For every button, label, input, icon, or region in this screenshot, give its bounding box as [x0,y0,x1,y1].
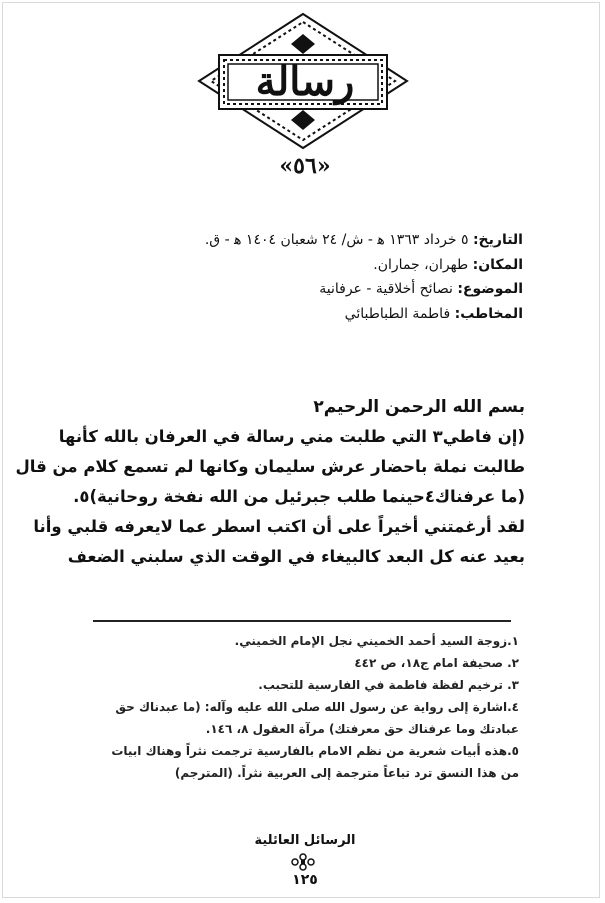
date-row [93,228,523,253]
topic-row [93,277,523,302]
addressee-value: فاطمة الطباطبائي [344,305,455,322]
footnote: ٣. ترخيم لفظة فاطمة في الفارسية للتحبب. [258,678,519,692]
place-value: طهران، جماران. [373,256,473,273]
letter-body [15,392,525,572]
footnote: ٤.اشارة إلى رواية عن رسول الله صلى الله عليه وآله: (ما عبدناك حق [115,700,519,714]
footnotes [99,630,519,784]
body-line: (إن فاطي٣ التي طلبت مني رسالة في العرفان بالله كأنها [58,427,525,446]
page-number: ١٢٥ [292,872,318,888]
topic-value: نصائح أخلاقية - عرفانية [319,281,458,297]
addressee-label: المخاطب: [454,305,523,322]
book-title: الرسائل العائلية [254,833,356,848]
footnote: ٢. صحيفة امام ج١٨، ص ٤٤٢ [354,656,519,670]
footnote-divider [93,620,511,622]
place-label: المكان: [472,256,523,273]
addressee-row [93,302,523,327]
place-row [93,253,523,278]
body-line: بعيد عنه كل البعد كالبيغاء في الوقت الذي سلبني الضعف [67,547,525,566]
flourish-ornament-icon [283,852,323,872]
footnote: ٥.هذه أبيات شعرية من نظم الامام بالفارسية ترجمت نثراً وهناك ابيات [111,744,519,758]
footnote: ١.زوجة السيد أحمد الخميني نجل الإمام الخميني. [234,634,519,648]
page-title: رسالة [255,58,355,105]
body-line: لقد أرغمتني أخيراً على أن اكتب اسطر عما لايعرفه قلبي وأنا [33,517,525,536]
letter-metadata [93,228,523,326]
footnote: من هذا النسق ترد تباعاً مترجمة إلى العربية نثراً. (المترجم) [174,766,519,780]
date-label: التاريخ: [472,232,523,248]
date-value: ٥ خرداد ١٣٦٣ ه‍ - ش/ ٢٤ شعبان ١٤٠٤ ه‍ - ق. [204,232,473,248]
footnote: عبادتك وما عرفناك حق معرفتك) مرآة العقول ٨، ١٤٦. [205,722,519,736]
basmala: بسم الله الرحمن الرحيم٢ [313,397,525,417]
topic-label: الموضوع: [457,281,523,297]
letter-number: «٥٦» [279,153,331,179]
body-line: طالبت نملة باحضار عرش سليمان وكانها لم تسمع كلام من قال [15,457,525,476]
body-line: (ما عرفناك٤حينما طلب جبرئيل من الله نفخة روحانية)٥. [73,487,525,506]
